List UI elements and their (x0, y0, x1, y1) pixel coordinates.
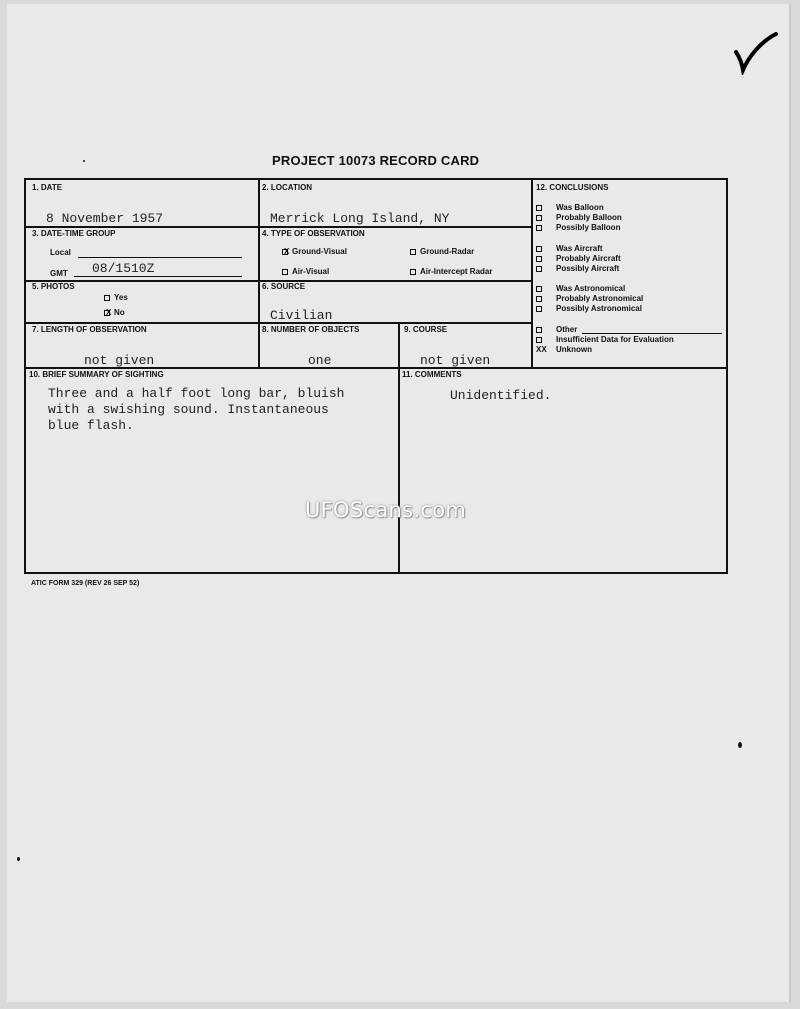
ground-radar-label: Ground-Radar (420, 247, 475, 256)
conclusion-was-balloon: Was Balloon (556, 203, 604, 212)
conclusion-checkbox (536, 256, 542, 262)
objects-label: 8. NUMBER OF OBJECTS (262, 325, 360, 334)
summary-line: blue flash. (48, 418, 134, 433)
date-value: 8 November 1957 (46, 211, 164, 226)
conclusion-insufficient-data: Insufficient Data for Evaluation (556, 335, 674, 344)
conclusion-possibly-balloon: Possibly Balloon (556, 223, 621, 232)
divider-row-1 (26, 226, 531, 228)
comments-value: Unidentified. (450, 388, 552, 403)
form-id: ATIC FORM 329 (REV 26 SEP 52) (31, 580, 140, 587)
air-intercept-checkbox (410, 269, 416, 275)
conclusion-checkbox (536, 337, 542, 343)
source-value: Civilian (270, 308, 333, 323)
conclusion-checkbox (536, 306, 542, 312)
conclusion-checkbox (536, 205, 542, 211)
ground-visual-label: Ground-Visual (292, 247, 347, 256)
photos-no-label: No (114, 308, 125, 317)
date-label: 1. DATE (32, 183, 63, 192)
length-value: not given (84, 353, 155, 368)
dtg-gmt-value: 08/1510Z (92, 261, 155, 276)
dtg-local-line (78, 257, 242, 258)
divider-col-1 (258, 180, 260, 368)
air-visual-label: Air-Visual (292, 267, 330, 276)
course-value: not given (420, 353, 491, 368)
photos-no-mark: X (106, 308, 112, 317)
conclusions-label: 12. CONCLUSIONS (536, 183, 609, 192)
handwritten-checkmark-icon (730, 30, 780, 75)
conclusion-checkbox (536, 286, 542, 292)
conclusion-checkbox (536, 246, 542, 252)
dtg-local-label: Local (50, 248, 71, 257)
type-label: 4. TYPE OF OBSERVATION (262, 229, 365, 238)
card-title: PROJECT 10073 RECORD CARD (272, 153, 480, 168)
dtg-label: 3. DATE-TIME GROUP (32, 229, 116, 238)
ground-visual-mark: X (284, 247, 290, 256)
photos-label: 5. PHOTOS (32, 282, 75, 291)
source-label: 6. SOURCE (262, 282, 306, 291)
conclusion-probably-aircraft: Probably Aircraft (556, 254, 621, 263)
ground-radar-checkbox (410, 249, 416, 255)
conclusion-possibly-astronomical: Possibly Astronomical (556, 304, 642, 313)
conclusion-checkbox (536, 215, 542, 221)
conclusion-checkbox (536, 327, 542, 333)
summary-label: 10. BRIEF SUMMARY OF SIGHTING (29, 370, 164, 379)
location-label: 2. LOCATION (262, 183, 313, 192)
location-value: Merrick Long Island, NY (270, 211, 450, 226)
scan-speck (17, 857, 20, 861)
conclusion-probably-astronomical: Probably Astronomical (556, 294, 644, 303)
photos-yes-label: Yes (114, 293, 128, 302)
course-label: 9. COURSE (404, 325, 448, 334)
air-visual-checkbox (282, 269, 288, 275)
scan-speck (738, 742, 742, 748)
scan-speck (83, 160, 85, 162)
conclusion-probably-balloon: Probably Balloon (556, 213, 622, 222)
dtg-gmt-label: GMT (50, 269, 68, 278)
conclusion-was-aircraft: Was Aircraft (556, 244, 603, 253)
conclusion-was-astronomical: Was Astronomical (556, 284, 626, 293)
watermark: UFOScans.com (305, 498, 467, 522)
conclusion-checkbox (536, 266, 542, 272)
dtg-gmt-line (74, 276, 242, 277)
conclusion-other: Other (556, 325, 578, 334)
length-label: 7. LENGTH OF OBSERVATION (32, 325, 147, 334)
conclusion-checkbox (536, 225, 542, 231)
air-intercept-label: Air-Intercept Radar (420, 267, 493, 276)
conclusion-unknown: Unknown (556, 345, 592, 354)
summary-text (48, 386, 408, 434)
conclusion-unknown-mark: XX (536, 345, 547, 354)
summary-line: Three and a half foot long bar, bluish (48, 386, 345, 401)
conclusion-possibly-aircraft: Possibly Aircraft (556, 264, 620, 273)
photos-yes-checkbox (104, 295, 110, 301)
summary-line: with a swishing sound. Instantaneous (48, 402, 329, 417)
objects-value: one (308, 353, 332, 368)
conclusion-checkbox (536, 296, 542, 302)
comments-label: 11. COMMENTS (402, 370, 462, 379)
divider-col-main (531, 180, 533, 368)
divider-col-course (398, 322, 400, 368)
conclusion-other-line (582, 333, 722, 334)
